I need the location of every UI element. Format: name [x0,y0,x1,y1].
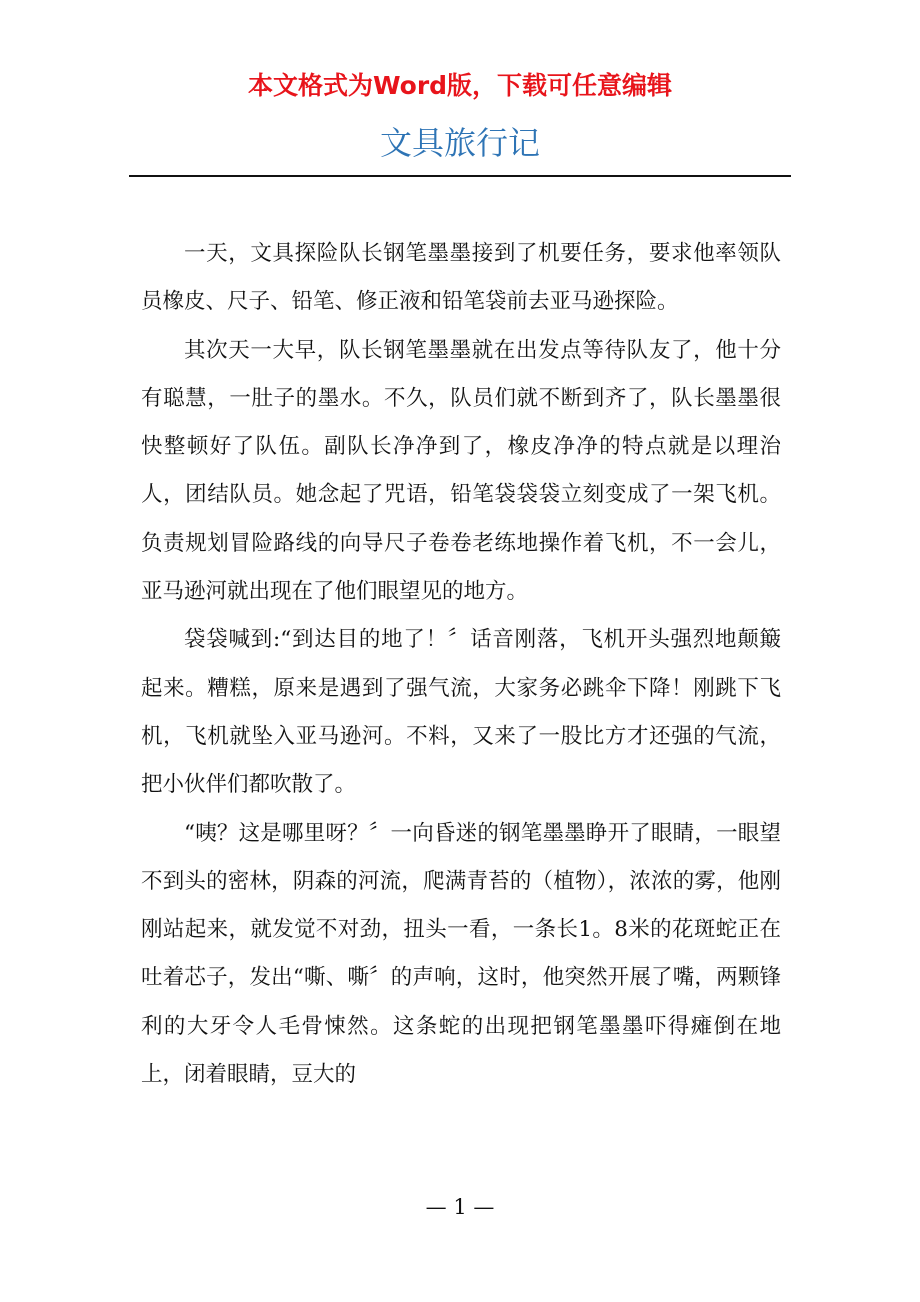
page-number: — 1 — [425,1195,495,1219]
paragraph: 一天，文具探险队长钢笔墨墨接到了机要任务，要求他率领队员橡皮、尺子、铅笔、修正液和铅笔袋前去亚马逊探险。 [141,241,781,315]
paragraph: “咦？这是哪里呀？〞一向昏迷的钢笔墨墨睁开了眼睛，一眼望不到头的密林，阴森的河流，爬满青苔的（植物），浓浓的雾，他刚刚站起来，就发觉不对劲，扭头一看，一条长1。8米的花斑蛇正在吐着芯子，发出“嘶、嘶〞的声响，这时，他突然开展了嘴，两颗锋利的大牙令人毛骨悚然。这条蛇的出现把钢笔墨墨吓得瘫倒在地上，闭着眼睛，豆大的 [141,820,781,1088]
document-body [141,230,781,1099]
paragraph: 袋袋喊到:“到达目的地了！〞话音刚落，飞机开头强烈地颠簸起来。糟糕，原来是遇到了强气流，大家务必跳伞下降！刚跳下飞机，飞机就坠入亚马逊河。不料，又来了一股比方才还强的气流，把小伙伴们都吹散了。 [141,627,781,798]
document-title: 文具旅行记 [379,124,540,162]
paragraph: 其次天一大早，队长钢笔墨墨就在出发点等待队友了，他十分有聪慧，一肚子的墨水。不久，队员们就不断到齐了，队长墨墨很快整顿好了队伍。副队长净净到了，橡皮净净的特点就是以理治人，团结队员。她念起了咒语，铅笔袋袋袋立刻变成了一架飞机。负责规划冒险路线的向导尺子卷卷老练地操作着飞机，不一会儿，亚马逊河就出现在了他们眼望见的地方。 [141,337,781,605]
format-banner: 本文格式为Word版，下载可任意编辑 [247,71,673,100]
title-divider [129,175,791,177]
